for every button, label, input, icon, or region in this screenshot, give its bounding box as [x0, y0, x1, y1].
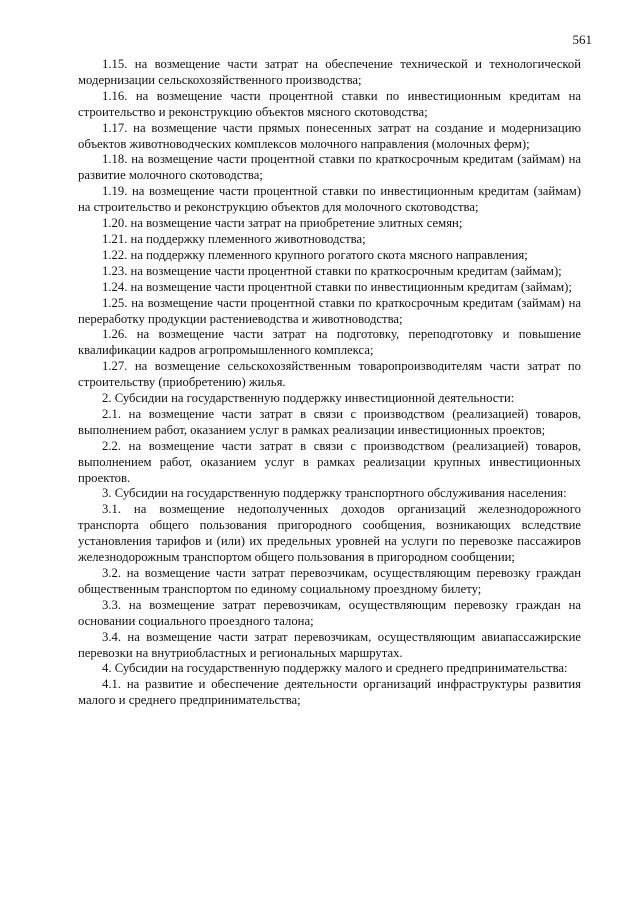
paragraph-1-16: 1.16. на возмещение части процентной ставки по инвестиционным кредитам на строительство и реконструкцию объектов мясного скотоводства;: [78, 88, 581, 119]
paragraph-1-23: 1.23. на возмещение части процентной ставки по краткосрочным кредитам (займам);: [102, 263, 562, 278]
paragraph-4-1: 4.1. на развитие и обеспечение деятельности организаций инфраструктуры развития малого и среднего предпринимательства;: [78, 677, 581, 708]
paragraph-1-20: 1.20. на возмещение части затрат на приобретение элитных семян;: [102, 216, 463, 231]
paragraph-1-21: 1.21. на поддержку племенного животноводства;: [102, 231, 366, 246]
document-body: [78, 57, 581, 709]
paragraph-2-1: 2.1. на возмещение части затрат в связи с производством (реализацией) товаров, выполнением работ, оказанием услуг в рамках реализации инвестиционных проектов;: [78, 406, 581, 437]
paragraph-2-2: 2.2. на возмещение части затрат в связи с производством (реализацией) товаров, выполнением работ, оказанием услуг в рамках реализации крупных инвестиционных проектов.: [78, 438, 581, 485]
paragraph-1-17: 1.17. на возмещение части прямых понесенных затрат на создание и модернизацию объектов животноводческих комплексов молочного направления (молочных ферм);: [78, 120, 581, 151]
paragraph-1-15: 1.15. на возмещение части затрат на обеспечение технической и технологической модернизации сельскохозяйственного производства;: [78, 57, 581, 87]
section-2-heading: 2. Субсидии на государственную поддержку инвестиционной деятельности:: [102, 391, 515, 406]
section-3-heading: 3. Субсидии на государственную поддержку транспортного обслуживания населения:: [102, 486, 567, 501]
paragraph-1-27: 1.27. на возмещение сельскохозяйственным товаропроизводителям части затрат по строительству (приобретению) жилья.: [78, 359, 581, 390]
paragraph-1-18: 1.18. на возмещение части процентной ставки по краткосрочным кредитам (займам) на развитие молочного скотоводства;: [78, 152, 581, 183]
paragraph-1-25: 1.25. на возмещение части процентной ставки по краткосрочным кредитам (займам) на переработку продукции растениеводства и животноводства;: [78, 295, 581, 326]
paragraph-3-4: 3.4. на возмещение части затрат перевозчикам, осуществляющим авиапассажирские перевозки на внутриобластных и региональных маршрутах.: [78, 629, 581, 660]
paragraph-3-2: 3.2. на возмещение части затрат перевозчикам, осуществляющим перевозку граждан общественным транспортом по единому социальному проездному билету;: [78, 566, 581, 596]
paragraph-1-24: 1.24. на возмещение части процентной ставки по инвестиционным кредитам (займам);: [102, 279, 572, 294]
paragraph-1-22: 1.22. на поддержку племенного крупного рогатого скота мясного направления;: [102, 247, 528, 262]
paragraph-1-19: 1.19. на возмещение части процентной ставки по инвестиционным кредитам (займам) на строительство и реконструкцию объектов для молочного скотоводства;: [78, 184, 581, 215]
page-number: 561: [572, 32, 592, 47]
paragraph-3-1: 3.1. на возмещение недополученных доходов организаций железнодорожного транспорта общего пользования пригородного сообщения, возникающих вследствие установления тарифов и (или) их предельных уровней на услуги по перевозке пассажиров железнодорожным транспортом общего пользования в пригородном сообщении;: [78, 502, 581, 565]
section-4-heading: 4. Субсидии на государственную поддержку малого и среднего предпринимательства:: [102, 661, 568, 676]
paragraph-3-3: 3.3. на возмещение затрат перевозчикам, осуществляющим перевозку граждан на основании социального проездного талона;: [78, 597, 581, 628]
paragraph-1-26: 1.26. на возмещение части затрат на подготовку, переподготовку и повышение квалификации кадров агропромышленного комплекса;: [78, 327, 581, 358]
